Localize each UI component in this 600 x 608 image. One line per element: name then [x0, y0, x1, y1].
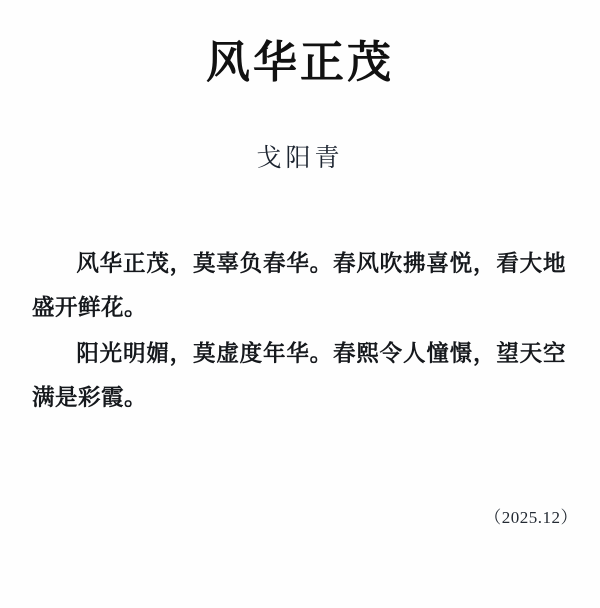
- author-name: 戈阳青: [256, 145, 344, 172]
- stanza-text: 阳光明媚，莫虚度年华。春熙令人憧憬，望天空满是彩霞。: [32, 340, 566, 410]
- poem-body: [0, 174, 600, 420]
- poem-stanza: [32, 242, 566, 330]
- date-stamp: （2025.12）: [484, 508, 578, 527]
- stanza-text: 风华正茂，莫辜负春华。春风吹拂喜悦，看大地盛开鲜花。: [32, 251, 566, 320]
- poem-stanza: [32, 332, 566, 420]
- page-title: 风华正茂: [206, 38, 394, 87]
